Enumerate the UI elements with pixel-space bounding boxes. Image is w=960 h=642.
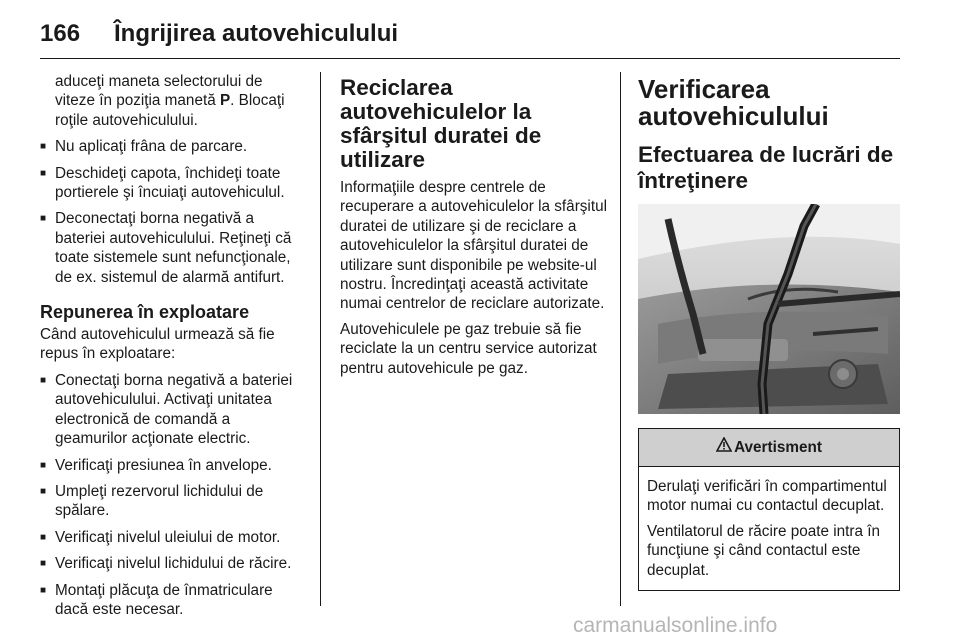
intro-paragraph: aduceţi maneta selectorului de viteze în poziţia manetă P. Blocaţi roţile autovehiculului. — [55, 73, 285, 129]
bullet-icon: ■ — [40, 584, 47, 596]
warning-body — [639, 467, 899, 590]
section-heading-repunere: Repunerea în exploatare — [40, 302, 250, 323]
bullet-icon: ■ — [40, 141, 47, 153]
paragraph: Informaţiile despre centrele de recuperare a autovehiculelor la sfârşitul duratei de utilizare şi de reciclare a autovehiculelor la sfârşitul duratei de utilizare sunt disponibile pe website-ul nostru. Încredinţaţi această activitate numai centrelor de reciclare autorizate. — [340, 179, 607, 313]
column-left — [40, 72, 305, 626]
lead-paragraph: Când autovehiculul urmează să fie repus în exploatare: — [40, 326, 275, 363]
page-title: Îngrijirea autovehiculului — [114, 20, 399, 47]
bullet-icon: ■ — [40, 485, 47, 497]
subsection-heading-intretinere: Efectuarea de lucrări de întreţinere — [638, 142, 894, 193]
gear-position-label: P — [219, 92, 231, 110]
column-right — [638, 72, 900, 591]
bullet-icon: ■ — [40, 558, 47, 570]
bullet-icon: ■ — [40, 459, 47, 471]
paragraph: Autovehiculele pe gaz trebuie să fie reciclate la un centru service autorizat pentru autovehicule pe gaz. — [340, 320, 597, 377]
list-item: ■ Montaţi plăcuţa de înmatriculare dacă este necesar. — [40, 581, 273, 618]
bullet-icon: ■ — [40, 374, 47, 386]
list-item: ■ Umpleţi rezervorul lichidului de spălare. — [40, 482, 264, 520]
list-item: ■ Deschideţi capota, închideţi toate portierele şi încuiaţi autovehiculul. — [40, 164, 285, 202]
column-divider — [620, 72, 621, 606]
list-item: ■ Nu aplicaţi frâna de parcare. — [40, 138, 248, 156]
column-middle — [340, 72, 608, 384]
list-item: ■ Conectaţi borna negativă a bateriei autovehiculului. Activaţi unitatea electronică de comandă a geamurilor acţionate electric. — [40, 371, 293, 448]
bullet-icon: ■ — [40, 167, 47, 179]
list-item: ■ Deconectaţi borna negativă a bateriei autovehiculului. Reţineţi că toate sistemele sunt nefuncţionale, de ex. sistemul de alarmă antifurt. — [40, 210, 292, 286]
engine-bay-photo — [638, 204, 900, 414]
storage-steps-list — [40, 137, 305, 287]
header-divider — [40, 58, 900, 59]
warning-triangle-icon — [716, 437, 732, 457]
page-number: 166 — [40, 20, 81, 47]
warning-paragraph: Ventilatorul de răcire poate intra în funcţiune şi când contactul este decuplat. — [647, 522, 880, 579]
watermark-text: carmanualsonline.info — [573, 614, 778, 637]
column-divider — [320, 72, 321, 606]
list-item: ■ Verificaţi presiunea în anvelope. — [40, 456, 272, 474]
section-heading-reciclare: Reciclarea autovehiculelor la sfârşitul duratei de utilizare — [340, 75, 542, 172]
bullet-icon: ■ — [40, 213, 47, 225]
list-item: ■ Verificaţi nivelul uleiului de motor. — [40, 528, 281, 546]
recommission-steps-list — [40, 371, 305, 619]
warning-title: Avertisment — [734, 438, 822, 456]
bullet-icon: ■ — [40, 531, 47, 543]
section-heading-verificare: Verificarea autovehiculului — [638, 74, 829, 131]
warning-box — [638, 428, 900, 591]
warning-paragraph: Derulaţi verificări în compartimentul motor numai cu contactul decuplat. — [647, 478, 887, 515]
warning-header — [639, 429, 899, 467]
list-item: ■ Verificaţi nivelul lichidului de răcire. — [40, 555, 292, 573]
page-header — [40, 14, 900, 54]
